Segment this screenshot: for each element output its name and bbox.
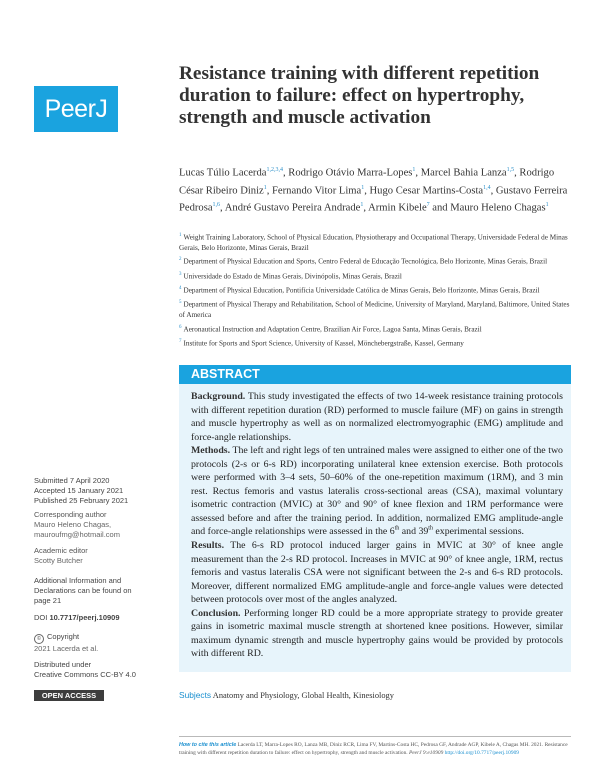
affiliation-number: 2 [179, 257, 182, 263]
author-affiliation-marker: 1 [360, 202, 364, 209]
affiliation-list [179, 231, 574, 351]
abstract-methods [191, 444, 563, 539]
author-name[interactable]: Armin Kibele [368, 202, 427, 214]
cite-text: Lacerda LT, Marra-Lopes RO, Lanza MB, Diniz RCR, Lima FV, Martins-Costa HC, Pedrosa GF, Andrade AGP, Kibele A, Chagas MH. 2021. Resistance training with different repetition duration to failure: effect on hypertrophy, strength and muscle activation. [179, 742, 568, 756]
author-separator: , [282, 167, 289, 179]
corresponding-email[interactable]: mauroufmg@hotmail.com [34, 530, 120, 539]
abstract-heading: ABSTRACT [179, 365, 571, 384]
affiliation-text: Universidade do Estado de Minas Gerais, Divinópolis, Minas Gerais, Brazil [183, 272, 402, 281]
how-to-cite [179, 741, 571, 757]
license-block [34, 660, 136, 680]
author-separator: and [429, 202, 451, 214]
cite-doi-link[interactable]: http://doi.org/10.7717/peerj.10909 [444, 750, 519, 756]
affiliation-item [179, 337, 574, 349]
additional-info-block [34, 576, 132, 606]
copyright-icon: © [34, 634, 44, 644]
abstract-results [191, 539, 563, 607]
methods-text-3: experimental sessions. [432, 526, 525, 538]
subjects-label: Subjects [179, 690, 212, 700]
cite-label: How to cite this article [179, 742, 237, 748]
dates-block [34, 476, 128, 506]
author-separator: , [514, 167, 520, 179]
license-name[interactable]: Creative Commons CC-BY 4.0 [34, 670, 136, 679]
peerj-logo: PeerJ [34, 86, 118, 132]
abstract-body [191, 390, 563, 661]
affiliation-number: 4 [179, 286, 182, 292]
author-separator: , [415, 167, 421, 179]
author-name[interactable]: Gustavo Ferreira Pedrosa [179, 185, 568, 214]
doi-value[interactable]: 10.7717/peerj.10909 [49, 613, 120, 622]
author-affiliation-marker: 7 [426, 202, 430, 209]
copyright-text: 2021 Lacerda et al. [34, 644, 99, 653]
additional-info-line: Additional Information and [34, 576, 122, 585]
author-name[interactable]: André Gustavo Pereira Andrade [224, 202, 361, 214]
affiliation-item [179, 323, 574, 335]
abstract-background [191, 390, 563, 444]
footer-divider [179, 736, 571, 737]
affiliation-number: 7 [179, 339, 182, 345]
affiliation-item [179, 270, 574, 282]
affiliation-text: Weight Training Laboratory, School of Physical Education, Physiotherapy and Occupational Therapy, Universidade Federal de Minas Gerais, Belo Horizonte, Minas Gerais, Brazil [179, 233, 568, 252]
affiliation-item [179, 298, 574, 320]
affiliation-text: Department of Physical Therapy and Rehabilitation, School of Medicine, University of Maryland, Maryland, Baltimore, United States of America [179, 300, 570, 319]
affiliation-text: Institute for Sports and Sport Science, University of Kassel, Mönchebergstraße, Kassel, Germany [183, 339, 464, 348]
affiliation-text: Department of Physical Education and Sports, Centro Federal de Educação Tecnológica, Belo Horizonte, Minas Gerais, Brazil [183, 257, 548, 266]
additional-info-line: Declarations can be found on [34, 586, 132, 595]
author-name[interactable]: Fernando Vitor Lima [272, 185, 362, 197]
affiliation-number: 6 [179, 324, 182, 330]
author-name[interactable]: Mauro Heleno Chagas [450, 202, 546, 214]
author-separator: , [220, 202, 225, 214]
methods-label: Methods. [191, 445, 231, 457]
author-separator: , [266, 185, 273, 197]
corresponding-author-block [34, 510, 120, 540]
additional-info-line: page 21 [34, 596, 62, 605]
corresponding-name: Mauro Heleno Chagas, [34, 520, 112, 529]
methods-text-2: and 39 [399, 526, 429, 538]
author-name[interactable]: Rodrigo César Ribeiro Diniz [179, 167, 555, 197]
copyright-heading: Copyright [47, 632, 80, 641]
conclusion-text: Performing longer RD could be a more appropriate strategy to provide greater gains in isometric maximal muscle strength at shortened knee positions. However, similar maximum dynamic strength and muscle hypertrophy gains would be provided by protocols with different RD. [191, 607, 564, 660]
results-text: The 6-s RD protocol induced larger gains in MVIC at 30° of knee angle measurement than the 2-s RD protocol. Increases in MVIC at 90° of knee angle, 1RM, rectus femoris and vastus lateralis CSA were not significant between the 2-s and 6-s RD protocols. Moreover, different normalized EMG amplitude-angle and force-angle values were detected between protocols over most of the angles analyzed. [191, 540, 563, 606]
doi-label: DOI [34, 613, 48, 622]
copyright-block [34, 632, 98, 654]
affiliation-number: 1 [179, 233, 182, 238]
author-affiliation-marker: 1,6 [212, 202, 221, 209]
editor-name: Scotty Butcher [34, 556, 83, 565]
accepted-date: Accepted 15 January 2021 [34, 486, 124, 495]
methods-text: The left and right legs of ten untrained males were assigned to either one of the two protocols (2-s or 6-s RD) incorporating unilateral knee extension exercise. Both protocols were performed with 3–4 sets, 50–60% of the one-repetition maximum (1RM), and 3 min rest. Rectus femoris and vastus lateralis cross-sectional areas (CSA), maximal voluntary isometric contraction (MVIC) at 30° and 90° of knee flexion and 1RM performance were assessed before and after the training period. In addition, normalized EMG amplitude-angle and force-angle relationships were assessed in the 6 [191, 445, 563, 538]
author-affiliation-marker: 1 [361, 184, 365, 191]
license-line: Distributed under [34, 660, 92, 669]
subjects-line [179, 690, 394, 700]
abstract-conclusion [191, 607, 563, 661]
author-affiliation-marker: 1 [412, 167, 416, 173]
background-text: This study investigated the effects of two 14-week resistance training protocols with different repetition duration (RD) performed to muscle failure (MF) on gains in strength and muscle hypertrophy as well as on normalized electromyographic (EMG) amplitude and force-angle relationships. [191, 391, 563, 443]
author-separator: , [364, 185, 370, 197]
editor-heading: Academic editor [34, 546, 88, 555]
cite-journal: PeerJ 9:e10909 [409, 750, 444, 756]
affiliation-text: Aeronautical Instruction and Adaptation Centre, Brazilian Air Force, Lagoa Santa, Minas Gerais, Brazil [183, 325, 482, 334]
submitted-date: Submitted 7 April 2020 [34, 476, 110, 485]
affiliation-item [179, 231, 574, 253]
author-name[interactable]: Rodrigo Otávio Marra-Lopes [288, 167, 413, 179]
affiliation-number: 5 [179, 300, 182, 306]
affiliation-number: 3 [179, 271, 182, 277]
ordinal-suffix: th [394, 526, 400, 533]
doi-block [34, 613, 120, 623]
author-affiliation-marker: 1,2,3,4 [266, 167, 283, 173]
affiliation-item [179, 284, 574, 296]
author-separator: , [363, 202, 369, 214]
author-affiliation-marker: 1 [263, 184, 267, 191]
corresponding-heading: Corresponding author [34, 510, 107, 519]
background-label: Background. [191, 391, 246, 402]
published-date: Published 25 February 2021 [34, 496, 129, 505]
author-name[interactable]: Marcel Bahia Lanza [420, 167, 507, 179]
affiliation-item [179, 255, 574, 267]
author-list [179, 163, 579, 216]
author-separator: , [490, 185, 496, 197]
ordinal-suffix-2: th [428, 526, 433, 533]
results-label: Results. [191, 540, 225, 552]
author-affiliation-marker: 1,4 [483, 184, 491, 191]
author-affiliation-marker: 1,5 [506, 167, 515, 173]
subjects-text: Anatomy and Physiology, Global Health, Kinesiology [212, 691, 394, 700]
open-access-badge: OPEN ACCESS [34, 690, 104, 701]
paper-title: Resistance training with different repetition duration to failure: effect on hypertrophy, strength and muscle activation [179, 63, 540, 128]
academic-editor-block [34, 546, 88, 566]
affiliation-text: Department of Physical Education, Pontifícia Universidade Católica de Minas Gerais, Belo Horizonte, Minas Gerais, Brazil [183, 286, 540, 295]
author-name[interactable]: Lucas Túlio Lacerda [179, 167, 267, 179]
author-affiliation-marker: 1 [545, 202, 549, 209]
author-name[interactable]: Hugo Cesar Martins-Costa [369, 185, 484, 197]
conclusion-label: Conclusion. [191, 607, 241, 619]
